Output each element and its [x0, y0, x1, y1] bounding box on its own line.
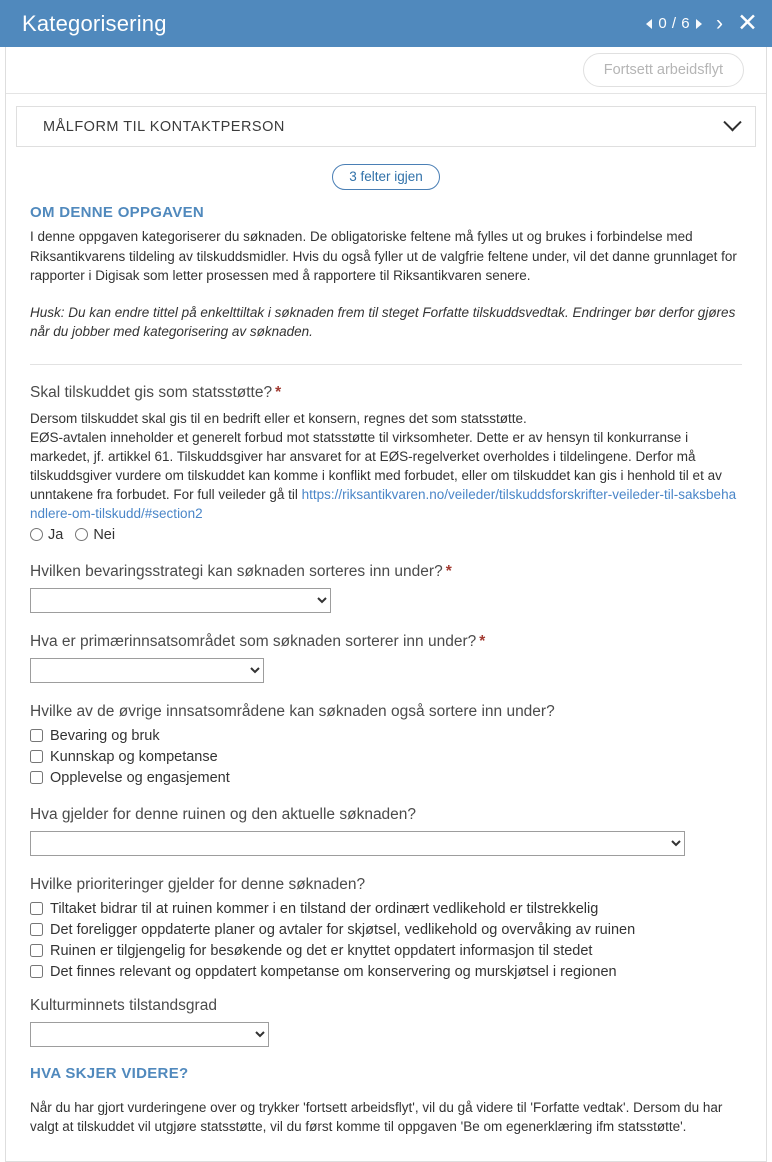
field-ovrige-innsatsomrader — [30, 702, 742, 786]
statsstotte-radio-group — [30, 527, 742, 543]
checkbox-row-prioritering-3[interactable] — [30, 943, 742, 959]
radio-option-ja[interactable] — [30, 527, 63, 543]
page-title: Kategorisering — [22, 10, 167, 36]
statsstotte-radio-nei[interactable] — [75, 528, 88, 541]
primaerinnsats-select[interactable] — [30, 658, 264, 683]
radio-label-ja: Ja — [48, 526, 64, 543]
checkbox-label: Bevaring og bruk — [50, 727, 160, 744]
primaerinnsats-label-text: Hva er primærinnsatsområdet som søknaden sorterer inn under? — [30, 632, 477, 650]
about-note: Husk: Du kan endre tittel på enkelttiltak i søknaden frem til steget Forfatte tilskuddsvedtak. Endringer bør derfor gjøres når du jobber med kategorisering av søknaden. — [30, 304, 736, 339]
checkbox-row-prioritering-2[interactable] — [30, 922, 742, 938]
chevron-down-icon[interactable] — [723, 113, 741, 131]
bevaringsstrategi-select[interactable] — [30, 588, 331, 613]
bevaringsstrategi-label-text: Hvilken bevaringsstrategi kan søknaden sorteres inn under? — [30, 562, 443, 580]
triangle-left-icon[interactable] — [646, 19, 652, 29]
checkbox-row-opplevelse-og-engasjement[interactable] — [30, 770, 742, 786]
chevron-right-icon[interactable]: › — [716, 12, 724, 35]
ruinen-select[interactable] — [30, 831, 685, 856]
fields-remaining-badge[interactable]: 3 felter igjen — [332, 164, 440, 190]
triangle-right-icon[interactable] — [696, 19, 702, 29]
about-paragraph: I denne oppgaven kategoriserer du søknaden. De obligatoriske feltene må fylles ut og brukes i forbindelse med Riksantikvarens tildeling av tilskuddsmidler. Hvis du også fyller ut de valgfrie feltene under, vil det danne grunnlaget for rapporter i Digisak som letter prosessen med å rapportere til Riksantikvaren senere. — [30, 229, 737, 283]
required-asterisk: * — [445, 562, 452, 580]
continue-workflow-button[interactable]: Fortsett arbeidsflyt — [583, 53, 744, 87]
tilstandsgrad-select[interactable] — [30, 1022, 269, 1047]
statsstotte-radio-ja[interactable] — [30, 528, 43, 541]
checkbox-label: Opplevelse og engasjement — [50, 769, 230, 786]
field-prioriteringer — [30, 875, 742, 980]
ovrige-innsatsomrader-label: Hvilke av de øvrige innsatsområdene kan søknaden også sortere inn under? — [30, 702, 555, 720]
step-navigation — [646, 15, 702, 32]
field-bevaringsstrategi — [30, 562, 742, 613]
action-bar — [6, 47, 766, 94]
field-statsstotte — [30, 383, 742, 543]
checkbox-kunnskap-og-kompetanse[interactable] — [30, 750, 43, 763]
accordion-malform-til-kontaktperson[interactable] — [16, 106, 756, 147]
divider — [30, 364, 742, 365]
statsstotte-subtext: Dersom tilskuddet skal gis til en bedrift eller et konsern, regnes det som statsstøtte. — [30, 410, 527, 426]
ruinen-label: Hva gjelder for denne ruinen og den aktuelle søknaden? — [30, 805, 417, 823]
about-heading: OM DENNE OPPGAVEN — [30, 204, 205, 221]
next-steps-paragraph: Når du har gjort vurderingene over og trykker 'fortsett arbeidsflyt', vil du gå videre til 'Forfatte vedtak'. Dersom du har valgt at tilskuddet vil utgjøre statsstøtte, vil du først komme til oppgaven 'Be om egenerklæring ifm statsstøtte'. — [30, 1099, 723, 1134]
radio-option-nei[interactable] — [75, 527, 115, 543]
checkbox-row-kunnskap-og-kompetanse[interactable] — [30, 749, 742, 765]
checkbox-bevaring-og-bruk[interactable] — [30, 729, 43, 742]
checkbox-label: Tiltaket bidrar til at ruinen kommer i en tilstand der ordinært vedlikehold er tilstrekkelig — [50, 900, 599, 917]
checkbox-prioritering-3[interactable] — [30, 944, 43, 957]
statsstotte-veileder-link[interactable]: https://riksantikvaren.no/veileder/tilskuddsforskrifter-veileder-til-saksbehandlere-om-tilskudd/#section2 — [30, 486, 737, 521]
close-icon[interactable]: ✕ — [737, 9, 758, 37]
statsstotte-helptext — [30, 428, 742, 523]
statsstotte-help-lead: EØS-avtalen inneholder et generelt forbud mot statsstøtte til virksomheter. Dette er av hensyn til konkurranse i markedet, jf. artikkel 61. Tilskuddsgiver har ansvaret for at EØS-regelverket overholdes i tildelingene. Derfor må tilskuddsgiver vurdere om tilskuddet kan komme i konflikt med forbudet, eller om tilskuddet kan gis i henhold til et av unntakene fra forbudet. For full veileder gå til — [30, 429, 722, 502]
fields-remaining-row — [6, 164, 766, 190]
dialog-titlebar — [0, 0, 772, 47]
bevaringsstrategi-label — [30, 562, 742, 582]
field-tilstandsgrad — [30, 996, 742, 1047]
checkbox-opplevelse-og-engasjement[interactable] — [30, 771, 43, 784]
checkbox-prioritering-1[interactable] — [30, 902, 43, 915]
field-ruinen — [30, 805, 742, 856]
tilstandsgrad-label: Kulturminnets tilstandsgrad — [30, 996, 217, 1014]
form-body — [6, 204, 766, 1137]
checkbox-prioritering-4[interactable] — [30, 965, 43, 978]
prioriteringer-label: Hvilke prioriteringer gjelder for denne søknaden? — [30, 875, 366, 893]
radio-label-nei: Nei — [93, 526, 116, 543]
required-asterisk: * — [275, 383, 282, 401]
checkbox-prioritering-2[interactable] — [30, 923, 43, 936]
accordion-label: MÅLFORM TIL KONTAKTPERSON — [43, 118, 285, 135]
step-counter: 0 / 6 — [658, 15, 691, 32]
primaerinnsats-label — [30, 632, 742, 652]
checkbox-row-prioritering-4[interactable] — [30, 964, 742, 980]
statsstotte-question-text: Skal tilskuddet gis som statsstøtte? — [30, 383, 273, 401]
field-primaerinnsatsomrade — [30, 632, 742, 683]
required-asterisk: * — [479, 632, 486, 650]
checkbox-label: Kunnskap og kompetanse — [50, 748, 218, 765]
checkbox-row-prioritering-1[interactable] — [30, 901, 742, 917]
statsstotte-question-label — [30, 383, 742, 403]
checkbox-label: Det foreligger oppdaterte planer og avtaler for skjøtsel, vedlikehold og overvåking av ruinen — [50, 921, 636, 938]
next-steps-heading: HVA SKJER VIDERE? — [30, 1064, 189, 1082]
task-panel — [5, 47, 767, 1162]
checkbox-label: Det finnes relevant og oppdatert kompetanse om konservering og murskjøtsel i regionen — [50, 963, 617, 980]
checkbox-label: Ruinen er tilgjengelig for besøkende og det er knyttet oppdatert informasjon til stedet — [50, 942, 593, 959]
checkbox-row-bevaring-og-bruk[interactable] — [30, 728, 742, 744]
